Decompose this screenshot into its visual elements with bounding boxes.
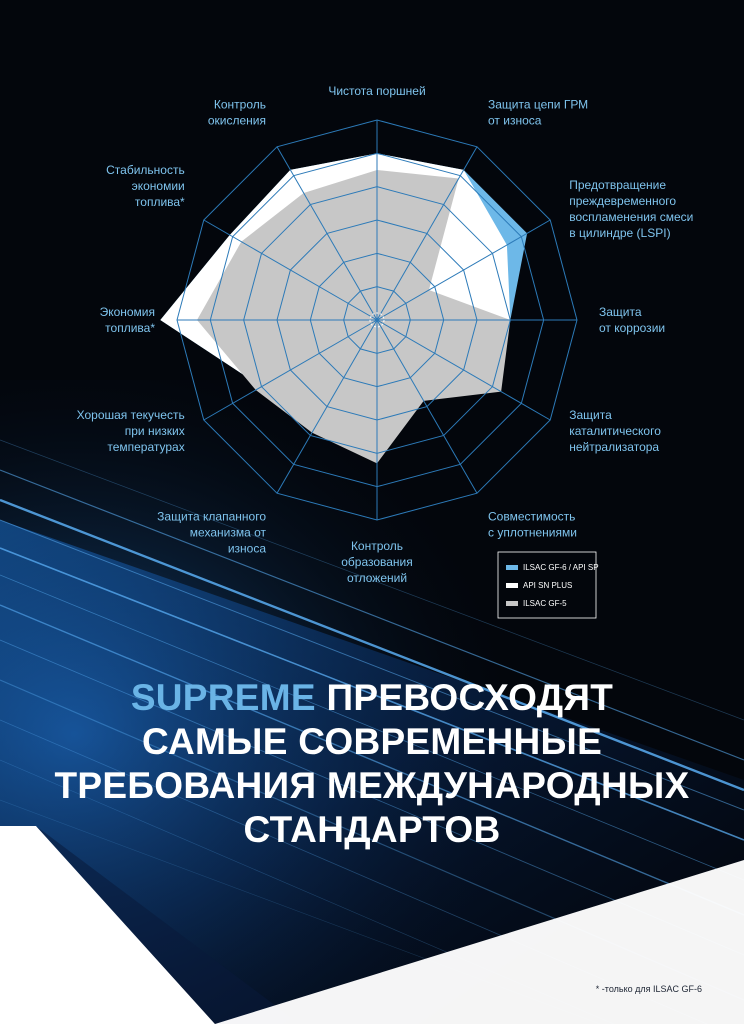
brand-name: SUPREME (130, 677, 316, 718)
axis-label-10: Экономия топлива* (99, 305, 155, 335)
axis-label-1: Чистота поршней (328, 83, 426, 98)
axis-label-11: Стабильность экономии топлива* (106, 162, 185, 209)
axis-label-12: Контроль окисления (207, 97, 266, 128)
headline-line-4: СТАНДАРТОВ (243, 809, 501, 850)
footnote: * -только для ILSAC GF-6 (595, 984, 702, 994)
axis-label-8: Защита клапанного механизма от износа (157, 509, 266, 556)
headline (0, 676, 744, 852)
legend-label-2: ILSAC GF-5 (523, 599, 567, 608)
headline-line-1: ПРЕВОСХОДЯТ (315, 677, 614, 718)
legend-swatch-1 (506, 583, 518, 588)
headline-line-3: ТРЕБОВАНИЯ МЕЖДУНАРОДНЫХ (54, 765, 690, 806)
chart-legend (498, 552, 599, 618)
legend-swatch-2 (506, 601, 518, 606)
legend-label-0: ILSAC GF-6 / API SP (523, 563, 599, 572)
legend-label-1: API SN PLUS (523, 581, 573, 590)
axis-label-6: Совместимость с уплотнениями (488, 509, 577, 540)
legend-swatch-0 (506, 565, 518, 570)
headline-line-2: САМЫЕ СОВРЕМЕННЫЕ (141, 721, 603, 762)
axis-label-9: Хорошая текучесть при низких температурах (76, 408, 185, 454)
axis-label-2: Защита цепи ГРМ от износа (488, 97, 589, 128)
axis-label-4: Защита от коррозии (599, 305, 666, 335)
axis-label-7: Контроль образования отложений (341, 539, 413, 585)
axis-label-3: Предотвращение преждевременного воспламенения смеси в цилиндре (LSPI) (569, 178, 694, 240)
axis-label-5: Защита каталитического нейтрализатора (569, 408, 661, 454)
